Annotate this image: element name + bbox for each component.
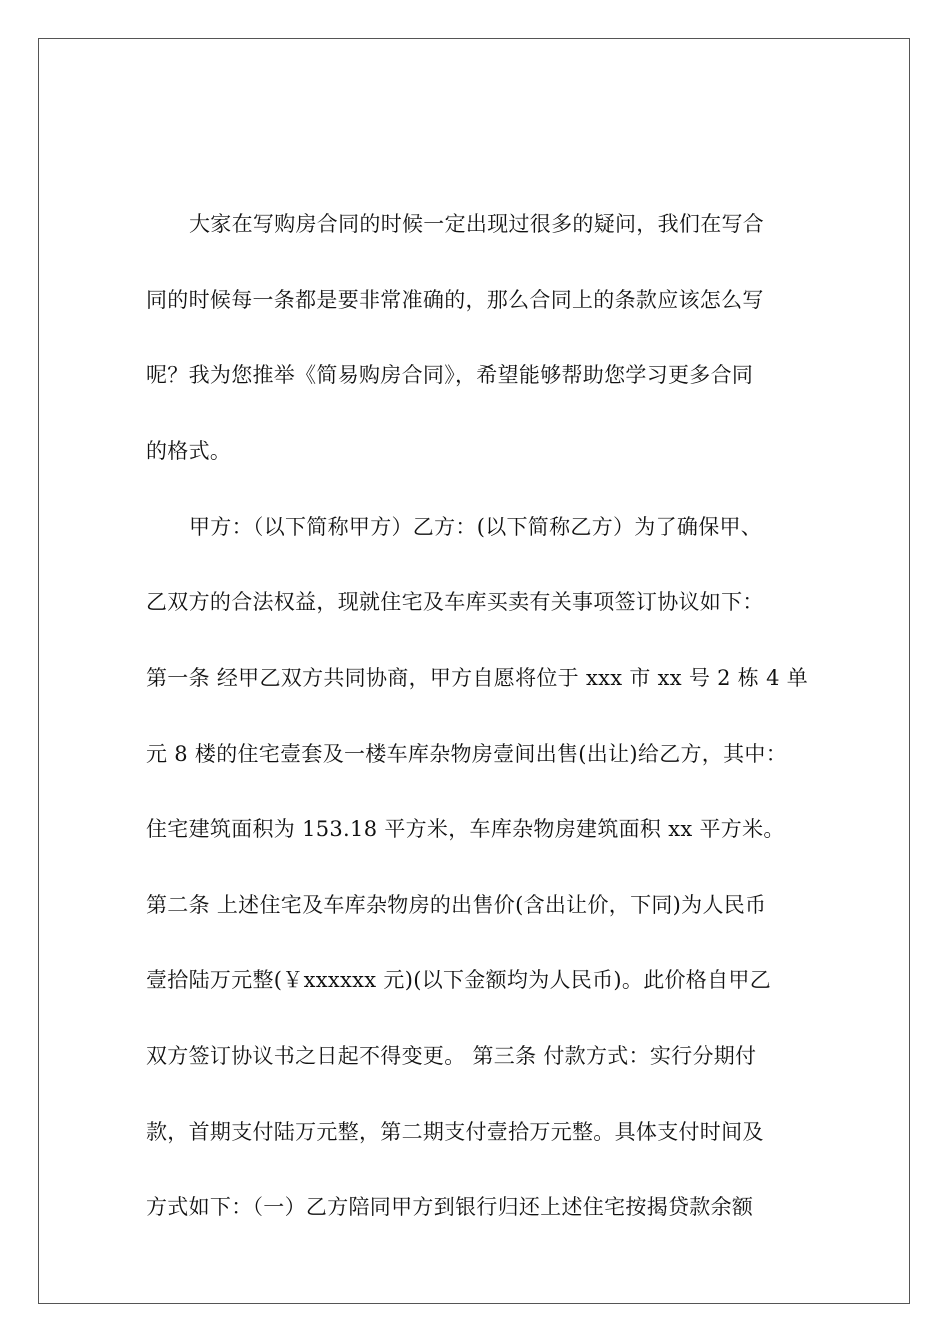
paragraph-line: 大家在写购房合同的时候一定出现过很多的疑问，我们在写合 bbox=[189, 212, 765, 236]
article-2-line: 第二条 上述住宅及车库杂物房的出售价(含出让价，下同)为人民币 bbox=[146, 893, 767, 917]
paragraph-line: 呢？我为您推举《简易购房合同》，希望能够帮助您学习更多合同 bbox=[146, 363, 754, 387]
paragraph-line: 乙双方的合法权益，现就住宅及车库买卖有关事项签订协议如下： bbox=[146, 590, 764, 614]
paragraph-line: 款，首期支付陆万元整，第二期支付壹拾万元整。具体支付时间及 bbox=[146, 1120, 764, 1144]
article-1-line: 第一条 经甲乙双方共同协商，甲方自愿将位于 xxx 市 xx 号 2 栋 4 单 bbox=[146, 666, 809, 690]
paragraph-line: 方式如下：（一）乙方陪同甲方到银行归还上述住宅按揭贷款余额 bbox=[146, 1195, 754, 1219]
paragraph-line: 元 8 楼的住宅壹套及一楼车库杂物房壹间出售(出让)给乙方，其中： bbox=[146, 742, 787, 766]
article-3-line: 双方签订协议书之日起不得变更。 第三条 付款方式：实行分期付 bbox=[146, 1044, 757, 1068]
paragraph-line: 甲方：（以下简称甲方）乙方：(以下简称乙方）为了确保甲、 bbox=[189, 515, 763, 539]
paragraph-line: 的格式。 bbox=[146, 439, 232, 463]
paragraph-line: 壹拾陆万元整(￥xxxxxx 元)(以下金额均为人民币)。此价格自甲乙 bbox=[146, 968, 772, 992]
paragraph-line: 住宅建筑面积为 153.18 平方米，车库杂物房建筑面积 xx 平方米。 bbox=[146, 817, 785, 841]
paragraph-line: 同的时候每一条都是要非常准确的，那么合同上的条款应该怎么写 bbox=[146, 288, 764, 312]
